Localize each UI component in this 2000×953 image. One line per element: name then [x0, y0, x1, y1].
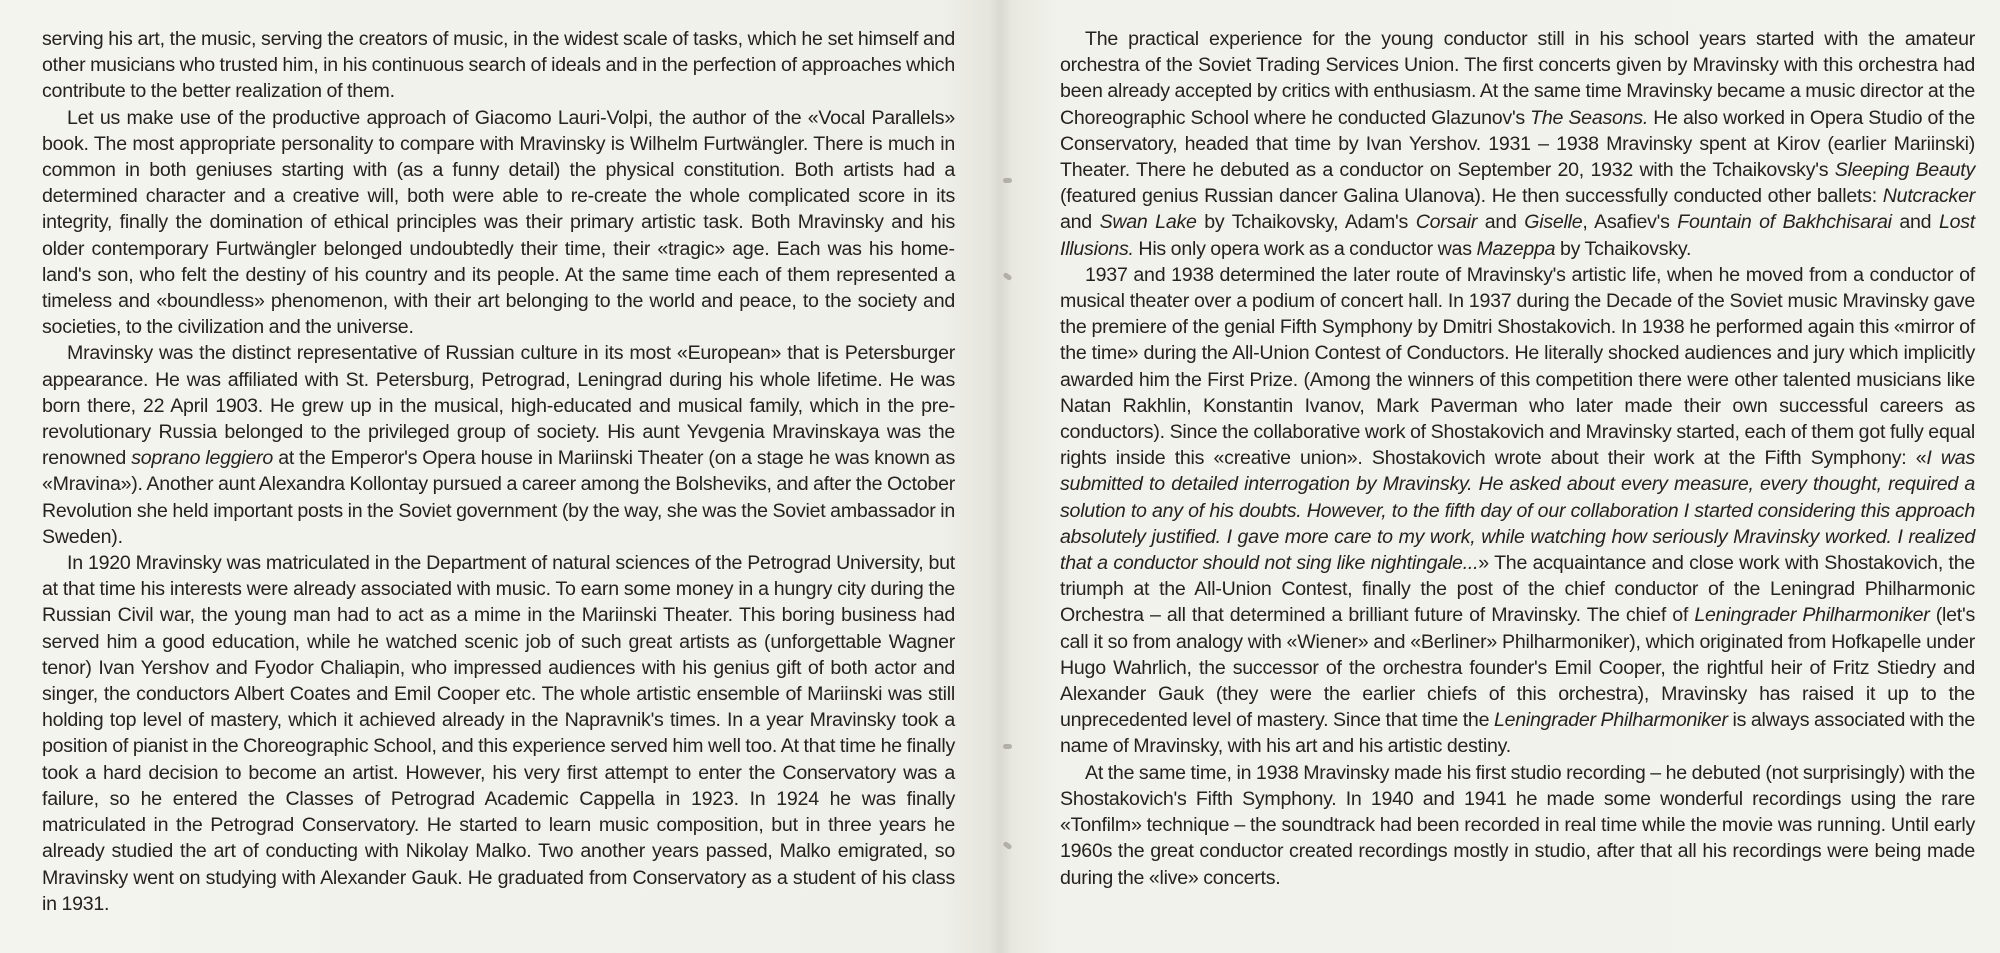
italic-run: Swan Lake — [1099, 211, 1197, 234]
italic-run: Fountain of Bakhchisarai — [1677, 211, 1892, 234]
text-run: and — [1060, 211, 1100, 234]
text-run: (let's call it so from analogy with «Wiener» and «Berliner» Philharmoniker), which originated from Hofkapelle under Hugo Wahrlich, the successor of the orchestra founder's Emil Cooper, the rightful heir of Fritz Stiedry and Alexander Gauk (they were the earlier chiefs of this orchestra), Mravinsky has raised it up to the unprecedented level of mastery. Since that time the — [1060, 604, 1976, 732]
text-run: In 1920 Mravinsky was matriculated in the Department of natural sciences of the Petrograd University, but at that time his interests were already associated with music. To earn some money in a hungry city during the Russian Civil war, the young man had to act as a mime in the Mariinski Theater. This boring business had served him a good education, while he watched scenic job of such great artists as (unforgettable Wagner tenor) Ivan Yershov and Fyodor Chaliapin, who impressed audiences with his genius gift of both actor and singer, the conductors Albert Coates and Emil Cooper etc. The whole artistic ensemble of Mariinski was still holding top level of mastery, which it achieved already in the Napravnik's times. In a year Mravinsky took a position of pianist in the Choreographic School, and this experience served him well too. At that time he finally took a hard decision to become an artist. However, his very first attempt to enter the Conservatory was a failure, so he entered the Classes of Petrograd Academic Cappella in 1923. In 1924 he was finally matriculated in the Petrograd Conservatory. He started to learn music composition, but in three years he already studied the art of conducting with Nikolay Malko. Two another years passed, Malko emigrated, so Mravinsky went on studying with Alexander Gauk. He graduated from Conservatory as a student of his class in 1931. — [42, 552, 955, 915]
italic-run: Sleeping Beauty — [1834, 159, 1975, 182]
text-run: and — [1477, 211, 1525, 234]
right-page — [1060, 26, 1975, 891]
staple-mark — [1003, 744, 1012, 749]
italic-run: soprano leggiero — [131, 447, 274, 470]
text-run: , Asafiev's — [1582, 211, 1678, 234]
text-run: Let us make use of the productive approach of Giacomo Lauri-Volpi, the author of the «Vocal Parallels» book. The most appropriate personality to compare with Mravinsky is Wilhelm Furtwängler. There is much in common in both geniuses starting with (as a funny detail) the physical constitution. Both artists had a determined character and a creative will, both were able to re-create the whole complicated score in its integrity, finally the domination of ethical principles was their primary artistic task. Both Mravinsky and his older contemporary Furtwängler belonged undoubtedly their time, their «tragic» age. Each was his homeland's son, who felt the destiny of his country and its people. At the same time each of them represented a timeless and «boundless» phenomenon, with their art belonging to the world and peace, to the society and societies, to the civilization and the universe. — [42, 106, 955, 339]
body-paragraph — [1060, 26, 1975, 262]
staple-mark — [1003, 178, 1012, 183]
text-run: At the same time, in 1938 Mravinsky made his first studio recording – he debuted (not surprisingly) with the Shostakovich's Fifth Symphony. In 1940 and 1941 he made some wonderful recordings using the rare «Tonfilm» technique – the soundtrack had been recorded in real time while the movie was running. Until early 1960s the great conductor created recordings mostly in studio, after that all his recordings were being made during the «live» concerts. — [1060, 761, 1975, 889]
text-run: His only opera work as a conductor was — [1133, 237, 1477, 260]
text-run: (featured genius Russian dancer Galina Ulanova). He then successfully conducted other ballets: — [1060, 185, 1883, 208]
body-paragraph — [42, 340, 955, 550]
body-paragraph — [42, 26, 955, 105]
italic-run: The Seasons. — [1530, 106, 1649, 129]
text-run: is always associated with the name of Mravinsky, with his art and his artistic destiny. — [1060, 709, 1976, 758]
italic-run: Mazeppa — [1476, 237, 1556, 260]
italic-run: I was submitted to detailed interrogation by Mravinsky. He asked about every measure, every thought, required a solution to any of his doubts. However, to the fifth day of our collaboration I started considering this approach absolutely justified. I gave more care to my work, while watching how seriously Mravinsky worked. I realized that a conductor should not sing like nightingale... — [1060, 447, 1975, 575]
body-paragraph — [42, 550, 955, 917]
body-paragraph — [1060, 262, 1975, 760]
italic-run: Lost Illusions. — [1060, 211, 1975, 260]
text-run: The practical experience for the young conductor still in his school years started with the amateur orchestra of the Soviet Trading Services Union. The first concerts given by Mravinsky with this orchestra had been already accepted by critics with enthusiasm. At the same time Mravinsky became a music director at the Choreographic School where he conducted Glazunov's — [1060, 28, 1975, 129]
text-run: and — [1891, 211, 1939, 234]
text-run: by Tchaikovsky. — [1555, 237, 1692, 260]
italic-run: Nutcracker — [1882, 185, 1975, 208]
text-run: serving his art, the music, serving the creators of music, in the widest scale of tasks, which he set himself and other musicians who trusted him, in his continuous search of ideals and in the perfection of approaches which contribute to the better realization of them. — [42, 28, 955, 103]
text-run: by Tchaikovsky, Adam's — [1196, 211, 1416, 234]
text-run: » The acquaintance and close work with Shostakovich, the triumph at the All-Union Contest, finally the post of the chief conductor of the Leningrad Philharmonic Orchestra – all that determined a brilliant future of Mravinsky. The chief of — [1060, 552, 1976, 627]
body-paragraph — [1060, 760, 1975, 891]
text-run: at the Emperor's Opera house in Mariinski Theater (on a stage he was known as «Mravina»). Another aunt Alexandra Kollontay pursued a career among the Bolsheviks, and after the October Revolution she held important posts in the Soviet government (by the way, she was the Soviet ambassador in Sweden). — [42, 447, 955, 548]
text-run: 1937 and 1938 determined the later route of Mravinsky's artistic life, when he moved from a conductor of musical theater over a podium of concert hall. In 1937 during the Decade of the Soviet music Mravinsky gave the premiere of the genial Fifth Symphony by Dmitri Shostakovich. In 1938 he performed again this «mirror of the time» during the All-Union Contest of Conductors. He literally shocked audiences and jury which implicitly awarded him the First Prize. (Among the winners of this competition there were other talented musicians like Natan Rakhlin, Konstantin Ivanov, Mark Paverman who later made their own successful careers as conductors). Since the collaborative work of Shostakovich and Mravinsky started, each of them got fully equal rights inside this «creative union». Shostakovich wrote about their work at the Fifth Symphony: « — [1060, 263, 1975, 470]
staple-mark — [1002, 272, 1012, 281]
italic-run: Giselle — [1524, 211, 1583, 234]
italic-run: Corsair — [1415, 211, 1478, 234]
text-run: He also worked in Opera Studio of the Conservatory, headed that time by Ivan Yershov. 1931 – 1938 Mravinsky spent at Kirov (earlier Mariinski) Theater. There he debuted as a conductor on September 20, 1932 with the Tchaikovsky's — [1060, 106, 1975, 182]
text-run: Mravinsky was the distinct representative of Russian culture in its most «European» that is Petersburger appearance. He was affiliated with St. Petersburg, Petrograd, Leningrad during his whole lifetime. He was born there, 22 April 1903. He grew up in the musical, high-educated and musical family, which in the pre-revolutionary Russia belonged to the privileged group of society. His aunt Yevgenia Mravinskaya was the renowned — [42, 342, 955, 470]
body-paragraph — [42, 105, 955, 341]
left-page — [42, 26, 955, 917]
italic-run: Leningrader Philharmoniker — [1493, 709, 1728, 732]
italic-run: Leningrader Philharmoniker — [1694, 604, 1930, 627]
staple-mark — [1002, 841, 1012, 850]
